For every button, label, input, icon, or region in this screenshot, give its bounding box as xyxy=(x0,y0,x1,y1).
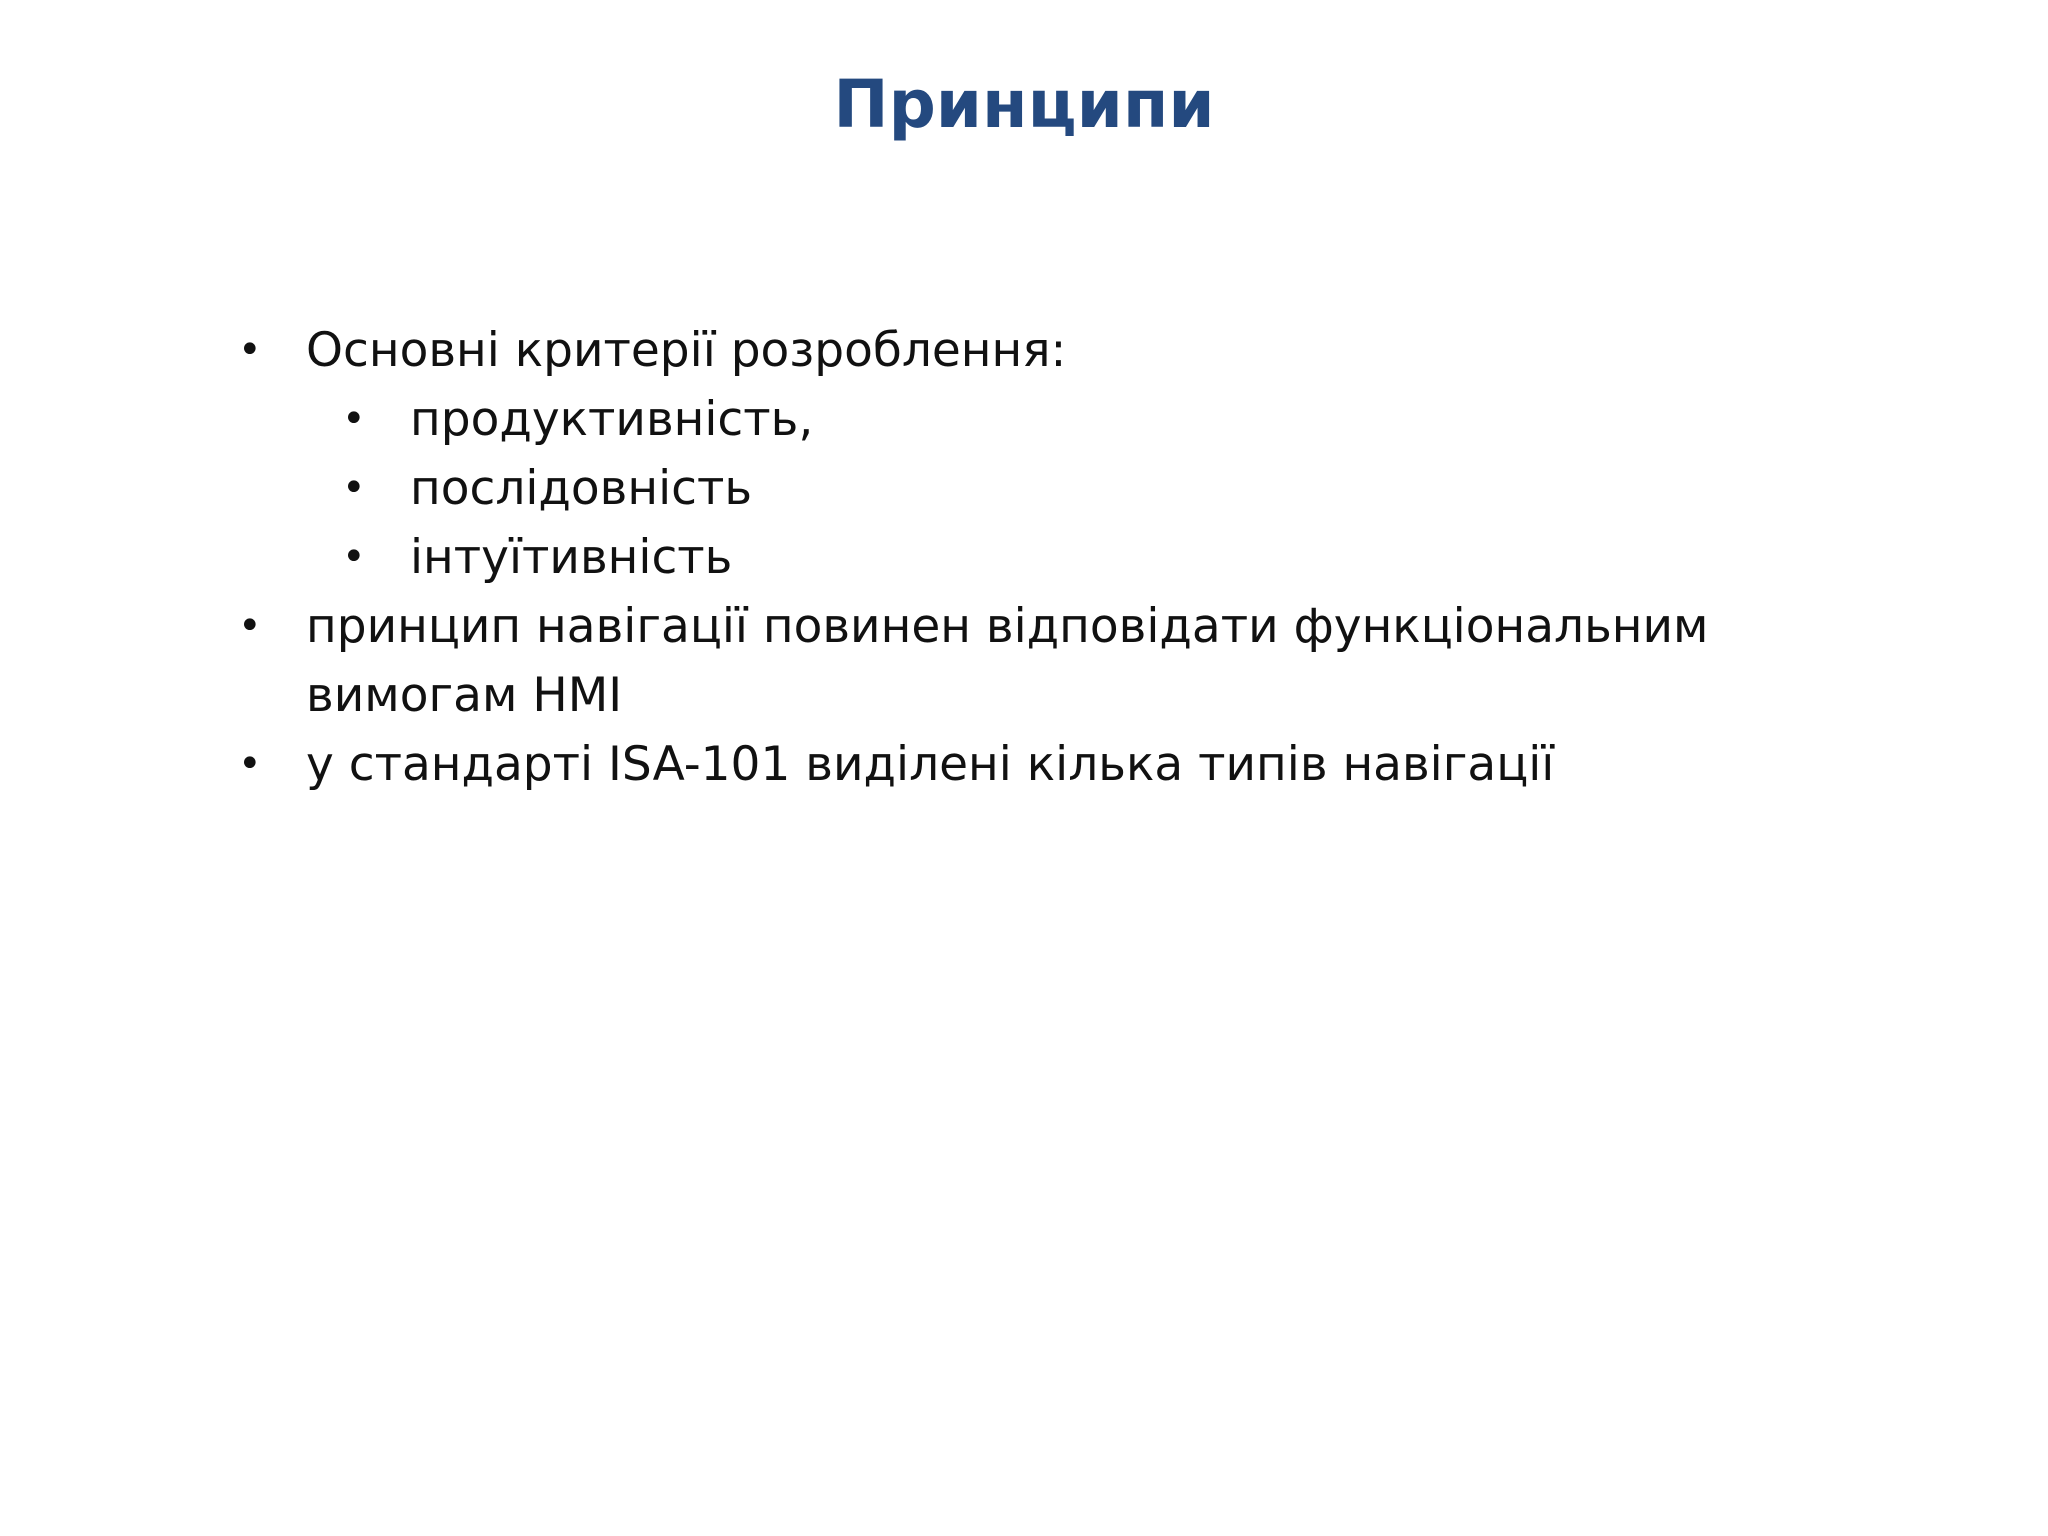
sub-bullet-item-productivity xyxy=(0,385,2048,454)
bullet-icon: • xyxy=(342,396,366,442)
bullet-item-navigation-principle xyxy=(0,592,2048,730)
sub-bullet-text: продуктивність, xyxy=(410,392,814,447)
bullet-list xyxy=(0,316,2048,799)
bullet-icon: • xyxy=(342,534,366,580)
bullet-text: Основні критерії розроблення: xyxy=(306,323,1067,378)
sub-bullet-item-consistency xyxy=(0,454,2048,523)
bullet-text: у стандарті ISA-101 виділені кілька типів навігації xyxy=(306,737,1555,792)
slide-title: Принципи xyxy=(833,66,1215,143)
bullet-icon: • xyxy=(342,465,366,511)
bullet-text: принцип навігації повинен відповідати функціональним вимогам HMI xyxy=(306,599,1709,723)
bullet-icon: • xyxy=(238,741,262,787)
bullet-icon: • xyxy=(238,603,262,649)
bullet-item-isa101 xyxy=(0,730,2048,799)
bullet-item-criteria xyxy=(0,316,2048,385)
sub-bullet-text: інтуїтивність xyxy=(410,530,733,585)
sub-bullet-item-intuitiveness xyxy=(0,523,2048,592)
bullet-icon: • xyxy=(238,327,262,373)
sub-bullet-text: послідовність xyxy=(410,461,753,516)
